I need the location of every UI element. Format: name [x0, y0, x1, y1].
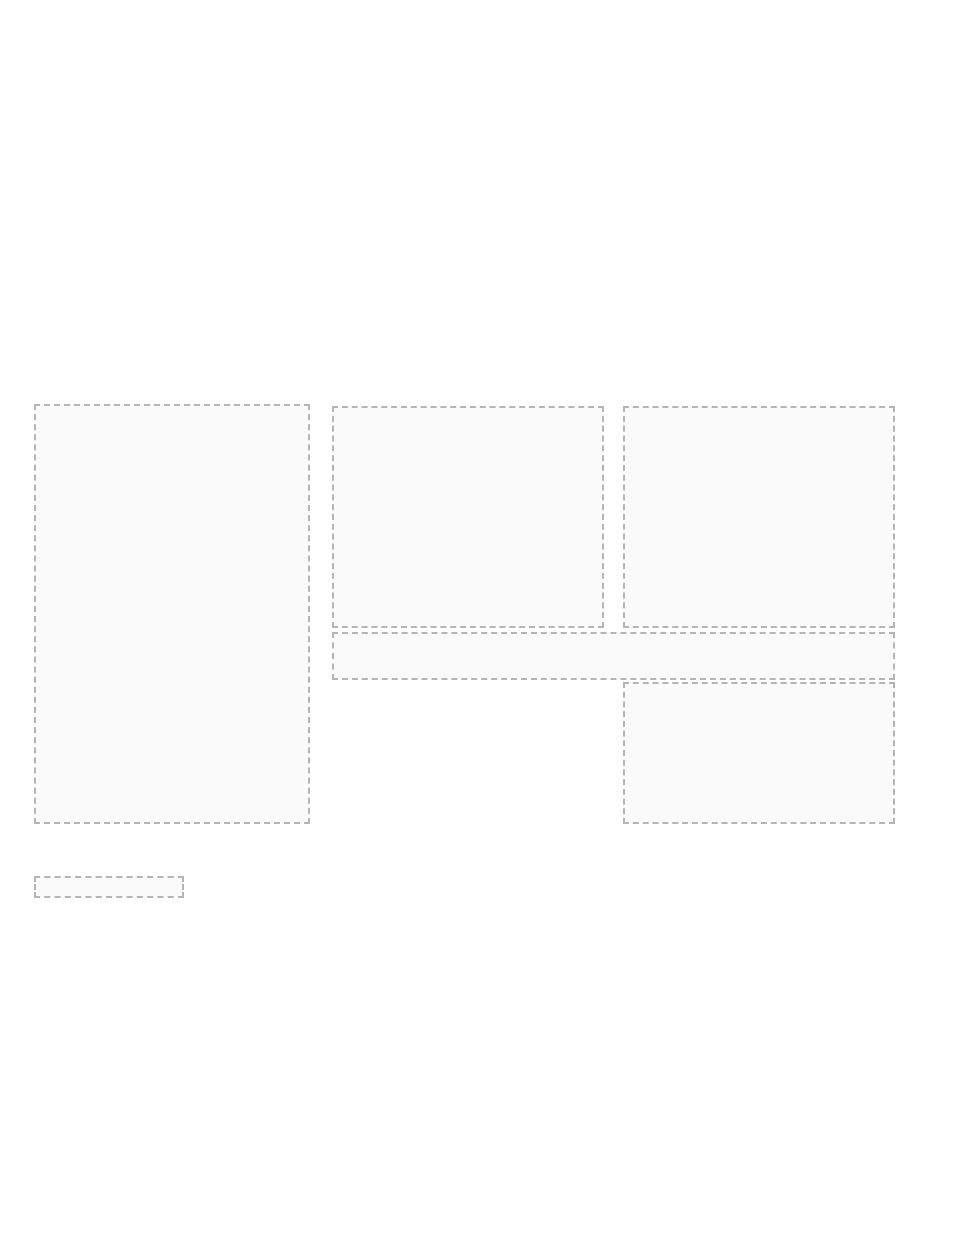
footer: [34, 876, 184, 898]
table-40kwh: [332, 406, 604, 628]
body-text-column: [34, 404, 310, 824]
captions: [332, 632, 895, 680]
table-60kwh: [623, 406, 895, 628]
v2x-section: [623, 682, 895, 824]
